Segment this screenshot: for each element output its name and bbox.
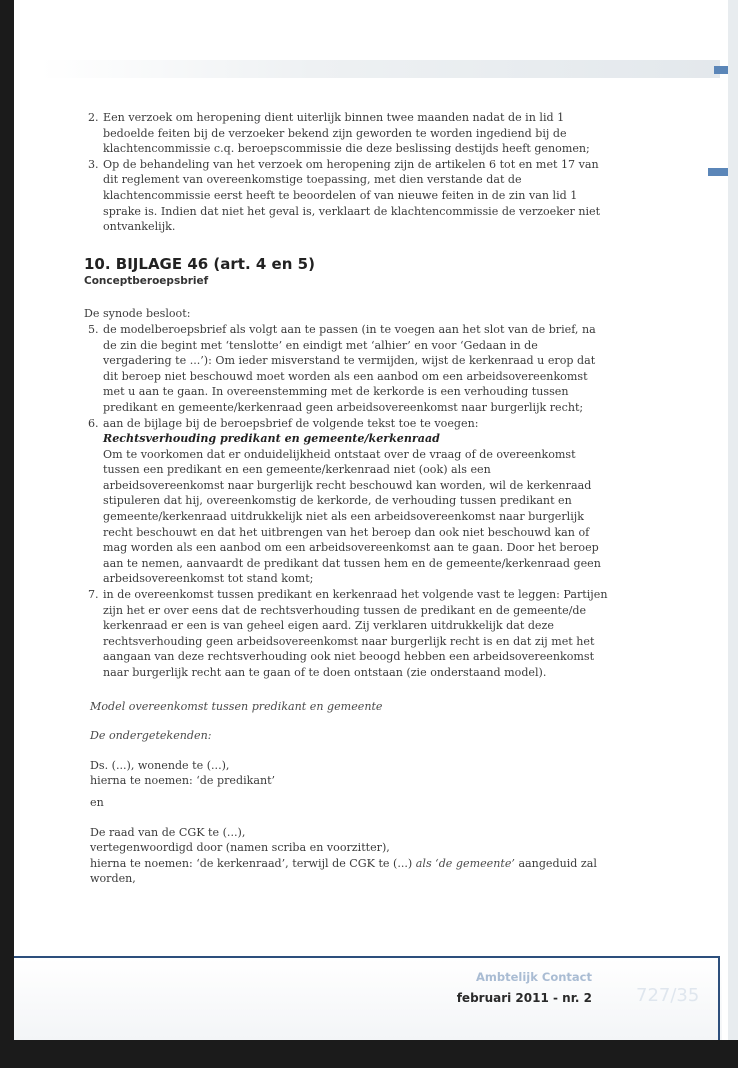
model-undersigned: De ondergetekenden: bbox=[90, 729, 212, 743]
item-subheading: Rechtsverhouding predikant en gemeente/kerkenraad bbox=[103, 432, 440, 446]
list-item-7 bbox=[88, 587, 608, 681]
model-agreement bbox=[90, 699, 608, 887]
section-heading: 10. BIJLAGE 46 (art. 4 en 5) bbox=[84, 254, 315, 273]
model-party2-text-b: als ‘de gemeente’ bbox=[415, 856, 515, 870]
document-body bbox=[84, 110, 608, 887]
item-number: 2. bbox=[88, 111, 99, 124]
publication-title: Ambtelijk Contact bbox=[476, 970, 592, 984]
model-title: Model overeenkomst tussen predikant en gemeente bbox=[90, 699, 383, 713]
item-text: in de overeenkomst tussen predikant en kerkenraad het volgende vast te leggen: Partijen zijn het er over eens dat de rechtsverhouding tussen de predikant en de gemeente/de kerkenraad er een is van geheel eigen aard. Zij verklaren uitdrukkelijk dat deze rechtsverhouding geen arbeidsovereenkomst naar burgerlijk recht is en dat zij met het aangaan van deze rechtsverhouding ook niet beoogd hebben een arbeidsovereenkomst naar burgerlijk recht aan te gaan of te doen ontstaan (zie onderstaand model). bbox=[103, 588, 608, 679]
page-number: 727/35 bbox=[636, 985, 700, 1006]
model-party2-text-a: hierna te noemen: ‘de kerkenraad’, terwijl de CGK te (...) bbox=[90, 856, 416, 870]
list-item-5 bbox=[88, 322, 608, 416]
item-number: 6. bbox=[88, 416, 99, 430]
scan-border-left bbox=[0, 0, 14, 1068]
scan-border-right bbox=[728, 0, 738, 1068]
footer-band bbox=[14, 958, 722, 1040]
model-party2-line3 bbox=[90, 856, 608, 887]
section-subtitle: Conceptberoepsbrief bbox=[84, 274, 209, 287]
scan-border-bottom bbox=[0, 1040, 738, 1068]
item-number: 5. bbox=[88, 322, 99, 336]
footer-rule bbox=[14, 956, 720, 958]
item-number: 3. bbox=[88, 157, 99, 171]
item-number: 7. bbox=[88, 588, 99, 602]
section-intro: De synode besloot: bbox=[84, 307, 191, 321]
issue-label: februari 2011 - nr. 2 bbox=[456, 991, 592, 1005]
item-text: Een verzoek om heropening dient uiterlijk binnen twee maanden nadat de in lid 1 bedoelde feiten bij de verzoeker bekend zijn geworden te worden ingediend bij de klachtencommissie c.q. beroepscommissie die deze beslissing destijds heeft genomen; bbox=[103, 111, 590, 156]
page-tab-marker-2 bbox=[708, 168, 728, 176]
item-body: Om te voorkomen dat er onduidelijkheid ontstaat over de vraag of de overeenkomst tussen een predikant en een gemeente/kerkenraad niet (ook) als een arbeidsovereenkomst naar burgerlijk recht beschouwd kan worden, wil de kerkenraad stipuleren dat hij, overeenkomstig de kerkorde, de verhouding tussen predikant en gemeente/kerkenraad uitdrukkelijk niet als een arbeidsovereenkomst naar burgerlijk recht beschouwt en dat het uitbrengen van het beroep dan ook niet beschouwd kan of mag worden als een aanbod om een arbeidsovereenkomst aan te gaan. Door het beroep aan te nemen, aanvaardt de predikant dat tussen hem en de gemeente/kerkenraad geen arbeidsovereenkomst tot stand komt; bbox=[103, 447, 601, 586]
item-text: de modelberoepsbrief als volgt aan te passen (in te voegen aan het slot van de brief, na de zin die begint met ‘tenslotte’ en eindigt met ‘alhier’ en voor ‘Gedaan in de vergadering te ...’): Om ieder misverstand te vermijden, wijst de kerkenraad u erop dat dit beroep niet beschouwd moet worden als een aanbod om een arbeidsovereenkomst met u aan te gaan. In overeenstemming met de kerkorde is een verhouding tussen predikant en gemeente/kerkenraad geen arbeidsovereenkomst naar burgerlijk recht; bbox=[103, 322, 596, 414]
list-item-2 bbox=[88, 110, 608, 157]
model-party2-line2: vertegenwoordigd door (namen scriba en voorzitter), bbox=[90, 841, 390, 855]
item-text: Op de behandeling van het verzoek om heropening zijn de artikelen 6 tot en met 17 van dit reglement van overeenkomstige toepassing, met dien verstande dat de klachtencommissie eerst heeft te beoordelen of van nieuwe feiten in de zin van lid 1 sprake is. Indien dat niet het geval is, verklaart de klachtencommissie de verzoeker niet ontvankelijk. bbox=[103, 157, 601, 234]
model-party2-line1: De raad van de CGK te (...), bbox=[90, 825, 246, 839]
list-item-3 bbox=[88, 157, 608, 235]
list-item-6 bbox=[88, 416, 608, 588]
page-tab-marker bbox=[714, 66, 728, 74]
model-and: en bbox=[90, 795, 104, 809]
model-party2-text-c: aangeduid zal worden, bbox=[90, 856, 597, 886]
footer-rule-vertical bbox=[718, 956, 720, 1040]
model-party1-line2: hierna te noemen: ‘de predikant’ bbox=[90, 774, 276, 788]
item-text: aan de bijlage bij de beroepsbrief de volgende tekst toe te voegen: bbox=[103, 416, 479, 430]
header-band bbox=[40, 60, 720, 78]
model-party1-line1: Ds. (...), wonende te (...), bbox=[90, 758, 230, 772]
